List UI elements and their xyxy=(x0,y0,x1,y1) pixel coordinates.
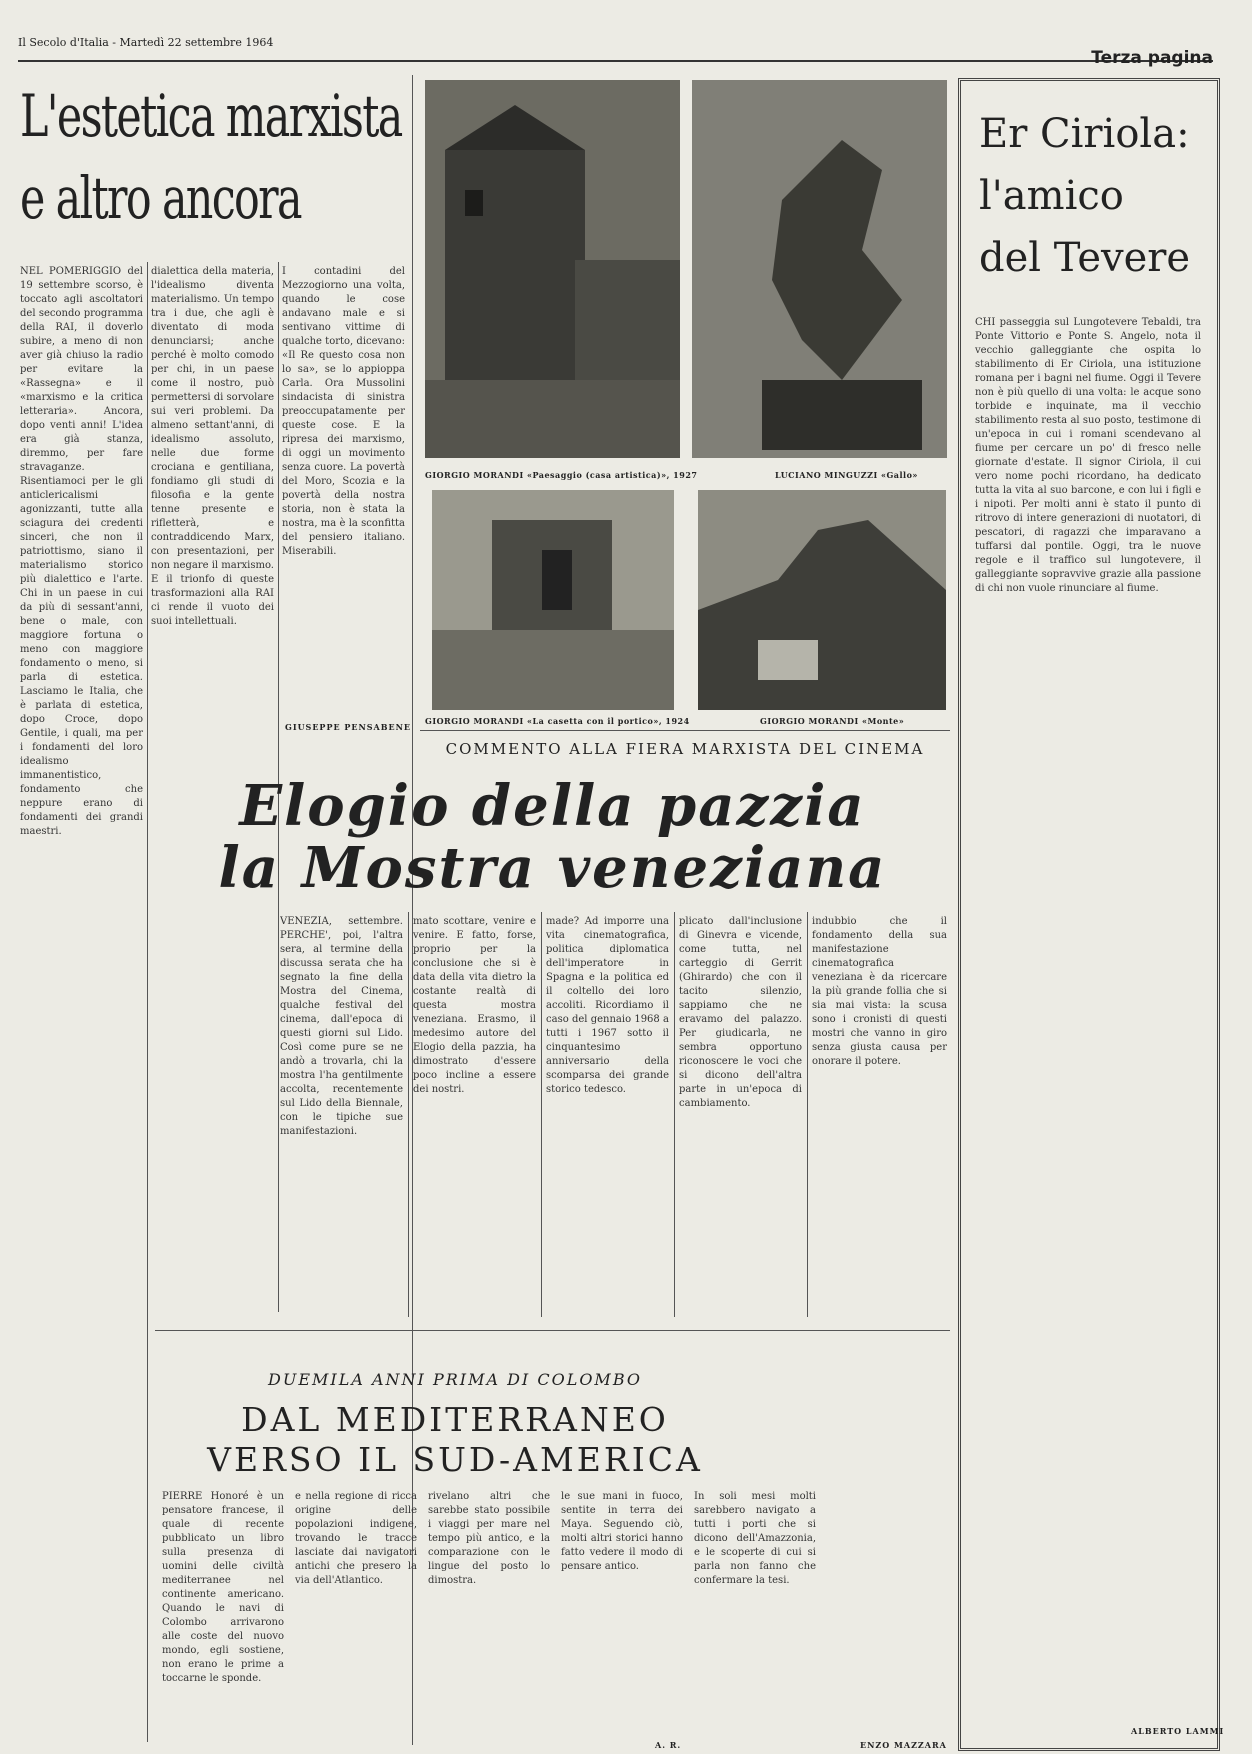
article3-header xyxy=(155,1370,755,1389)
photo-caption: GIORGIO MORANDI «La casetta con il portico», 1924 xyxy=(425,716,690,726)
section-rule xyxy=(155,1330,950,1331)
article3-author: ENZO MAZZARA xyxy=(860,1740,947,1750)
sidebar-title-line3: del Tevere xyxy=(979,235,1191,281)
photo-caption: LUCIANO MINGUZZI «Gallo» xyxy=(775,470,918,480)
article2-headline-line2: la Mostra veneziana xyxy=(218,835,887,901)
painting-casetta-image xyxy=(432,490,674,710)
sidebar-title xyxy=(979,103,1209,289)
article3-col2: e nella regione di ricca origine delle popolazioni indigene, trovando le tracce lasciate dai navigatori antichi che presero la via dell'Atlantico. xyxy=(295,1491,417,1586)
article2-kicker: COMMENTO ALLA FIERA MARXISTA DEL CINEMA xyxy=(445,740,925,758)
column-rule xyxy=(408,912,409,1317)
article1-col2: dialettica della materia, l'idealismo diventa materialismo. Un tempo tra i due, che agli è diventato di moda denunciarsi; anche perché è molto comodo per chi, in un paese come il nostro, può permettersi di sorvolare sui veri problemi. Da almeno settant'anni, di idealismo assoluto, nelle due forme crociana e gentiliana, fondiamo gli studi di filosofia e la gente tenne presente e rifletterà, e contraddicendo Marx, con presentazioni, per non negare il marxismo. E il trionfo di queste trasformazioni alla RAI ci rende il vuoto dei suoi intellettuali. xyxy=(151,266,274,627)
sidebar-body: CHI passeggia sul Lungotevere Tebaldi, tra Ponte Vittorio e Ponte S. Angelo, nota il vecchio galleggiante che ospita lo stabilimento di Er Ciriola, una istituzione romana per i bagni nel fiume. Oggi il Tevere non è più quello di una volta: le acque sono torbide e inquinate, ma il vecchio stabilimento resta al suo posto, testimone di un'epoca in cui i romani scendevano al fiume per cercare un po' di fresco nelle giornate d'estate. Il signor Ciriola, il cui vero nome pochi ricordano, ha dedicato tutta la vita al suo barcone, e con lui i figli e i nipoti. Per molti anni è stato il punto di ritrovo di intere generazioni di nuotatori, di pescatori, di ragazzi che imparavano a tuffarsi dal pontile. Oggi, tra le nuove regole e il traffico sul lungotevere, il galleggiante sopravvive grazie alla passione di chi non vuole rinunciare al fiume. xyxy=(975,317,1201,594)
column-rule xyxy=(807,912,808,1317)
sidebar-author: ALBERTO LAMMI xyxy=(1131,1726,1225,1736)
article3-col3: rivelano altri che sarebbe stato possibile i viaggi per mare nel tempo più antico, e la comparazione con le lingue del posto lo dimostra. xyxy=(428,1491,550,1586)
article1-author: GIUSEPPE PENSABENE xyxy=(285,722,412,732)
article1-col1: NEL POMERIGGIO del 19 settembre scorso, è toccato agli ascoltatori del secondo programma della RAI, il doverlo subire, a meno di non aver già chiuso la radio per evitare la «Rassegna» e il «marxismo e la critica letteraria». Ancora, dopo venti anni! L'idea era già stanza, diremmo, per fare stravaganze. Risentiamoci per le gli anticlericalismi agonizzanti, tutte alla sciagura dei credenti sinceri, che non il patriottismo, siano il materialismo storico più dialettico e l'arte. Chi in un paese in cui da più di sessant'anni, bene o male, con maggiore fortuna o meno con maggiore fondamento o meno, si parla di estetica. Lasciamo le Italia, che è parlata di estetica, dopo Croce, dopo Gentile, i quali, ma per i fondamenti del loro idealismo immanentistico, fondamento che neppure erano di fondamenti dei grandi maestri. xyxy=(20,266,143,837)
painting-mountain-image xyxy=(698,490,946,710)
article2-headline xyxy=(155,775,950,899)
article1-title-line2: e altro ancora xyxy=(20,164,301,232)
photo-paesaggio-casa xyxy=(425,80,680,458)
masthead: Il Secolo d'Italia - Martedì 22 settembre 1964 xyxy=(18,36,274,49)
article2-col3: made? Ad imporre una vita cinematografica, politica diplomatica dell'imperatore in Spagna e la politica ed il coltello dei loro accoliti. Ricordiamo il caso del gennaio 1968 a tutti i 1967 sotto il cinquantesimo anniversario della scomparsa dei grande storico tedesco. xyxy=(546,916,669,1095)
article2-col4: plicato dall'inclusione di Ginevra e vicende, come tutta, nel carteggio di Gerrit (Ghirardo) che con il tacito silenzio, sappiamo che ne eravamo del palazzo. Per giudicarla, ne sembra opportuno riconoscere le voci che si dicono dell'altra parte in un'epoca di cambiamento. xyxy=(679,916,802,1109)
photo-caption: GIORGIO MORANDI «Monte» xyxy=(760,716,905,726)
sculpture-rooster-image xyxy=(692,80,947,458)
section-rule xyxy=(420,730,950,731)
article1-title-line1: L'estetica marxista xyxy=(20,82,402,150)
article1-col3: I contadini del Mezzogiorno una volta, quando le cose andavano male e si sentivano vittime di qualche torto, dicevano: «Il Re questo cosa non lo sa», se lo appioppa Carla. Ora Mussolini sindacista di sinistra preoccupatamente per queste cose. E la ripresa dei marxismo, di oggi un movimento senza cuore. La povertà del Moro, Scozia e la povertà della nostra storia, non è stata la nostra, ma è la sconfitta del pensiero italiano. Miserabili. xyxy=(282,266,405,557)
column-rule xyxy=(147,262,148,1742)
article2-col5: indubbio che il fondamento della sua manifestazione cinematografica veneziana è da ricercare la più grande follia che si sia mai vista: la scusa sono i cronisti di questi mostri che vanno in giro senza giusta causa per onorare il potere. xyxy=(812,916,947,1067)
section-label: Terza pagina xyxy=(1091,48,1213,68)
sidebar-title-line2: l'amico xyxy=(979,173,1124,219)
article2-headline-line1: Elogio della pazzia xyxy=(239,773,866,839)
article1-title xyxy=(20,75,410,245)
page-header xyxy=(18,30,1213,68)
article3-headline-line1: DAL MEDITERRANEO xyxy=(241,1400,669,1439)
article3-col4: le sue mani in fuoco, sentite in terra dei Maya. Seguendo ciò, molti altri storici hanno fatto vedere il modo di pensare antico. xyxy=(561,1491,683,1572)
sidebar-title-line1: Er Ciriola: xyxy=(979,111,1190,157)
article3-author: A. R. xyxy=(655,1740,682,1750)
painting-house-image xyxy=(425,80,680,458)
article3-col1: PIERRE Honoré è un pensatore francese, il quale di recente pubblicato un libro sulla presenza di uomini delle civiltà mediterranee nel continente americano. Quando le navi di Colombo arrivarono alle coste del nuovo mondo, egli sostiene, non erano le prime a toccarne le sponde. xyxy=(162,1491,284,1684)
article3-headline xyxy=(155,1400,755,1480)
article3-col5: In soli mesi molti sarebbero navigato a tutti i porti che si dicono dell'Amazzonia, e le scoperte di cui si parla non fanno che confermare la tesi. xyxy=(694,1491,816,1586)
photo-casetta-portico xyxy=(432,490,674,710)
photo-caption: GIORGIO MORANDI «Paesaggio (casa artistica)», 1927 xyxy=(425,470,698,480)
article2-col1: VENEZIA, settembre. PERCHE', poi, l'altra sera, al termine della discussa serata che ha segnato la fine della Mostra del Cinema, qualche festival del cinema, dall'epoca di questi giorni sul Lido. Così come pure se ne andò a trovarla, chi la mostra l'ha gentilmente accolta, recentemente sul Lido della Biennale, con le tipiche sue manifestazioni. xyxy=(280,916,403,1137)
article3-kicker: DUEMILA ANNI PRIMA DI COLOMBO xyxy=(268,1370,642,1389)
column-rule xyxy=(541,912,542,1317)
photo-monte xyxy=(698,490,946,710)
sidebar-article xyxy=(958,78,1225,1751)
article2-col2: mato scottare, venire e venire. E fatto, forse, proprio per la conclusione che si è data della vita dietro la costante realtà di questa mostra veneziana. Erasmo, il medesimo autore del Elogio della pazzia, ha dimostrato d'essere poco incline a essere dei nostri. xyxy=(413,916,536,1095)
article2-header xyxy=(420,740,950,758)
article3-headline-line2: VERSO IL SUD-AMERICA xyxy=(207,1440,703,1479)
column-rule xyxy=(674,912,675,1317)
photo-gallo xyxy=(692,80,947,458)
